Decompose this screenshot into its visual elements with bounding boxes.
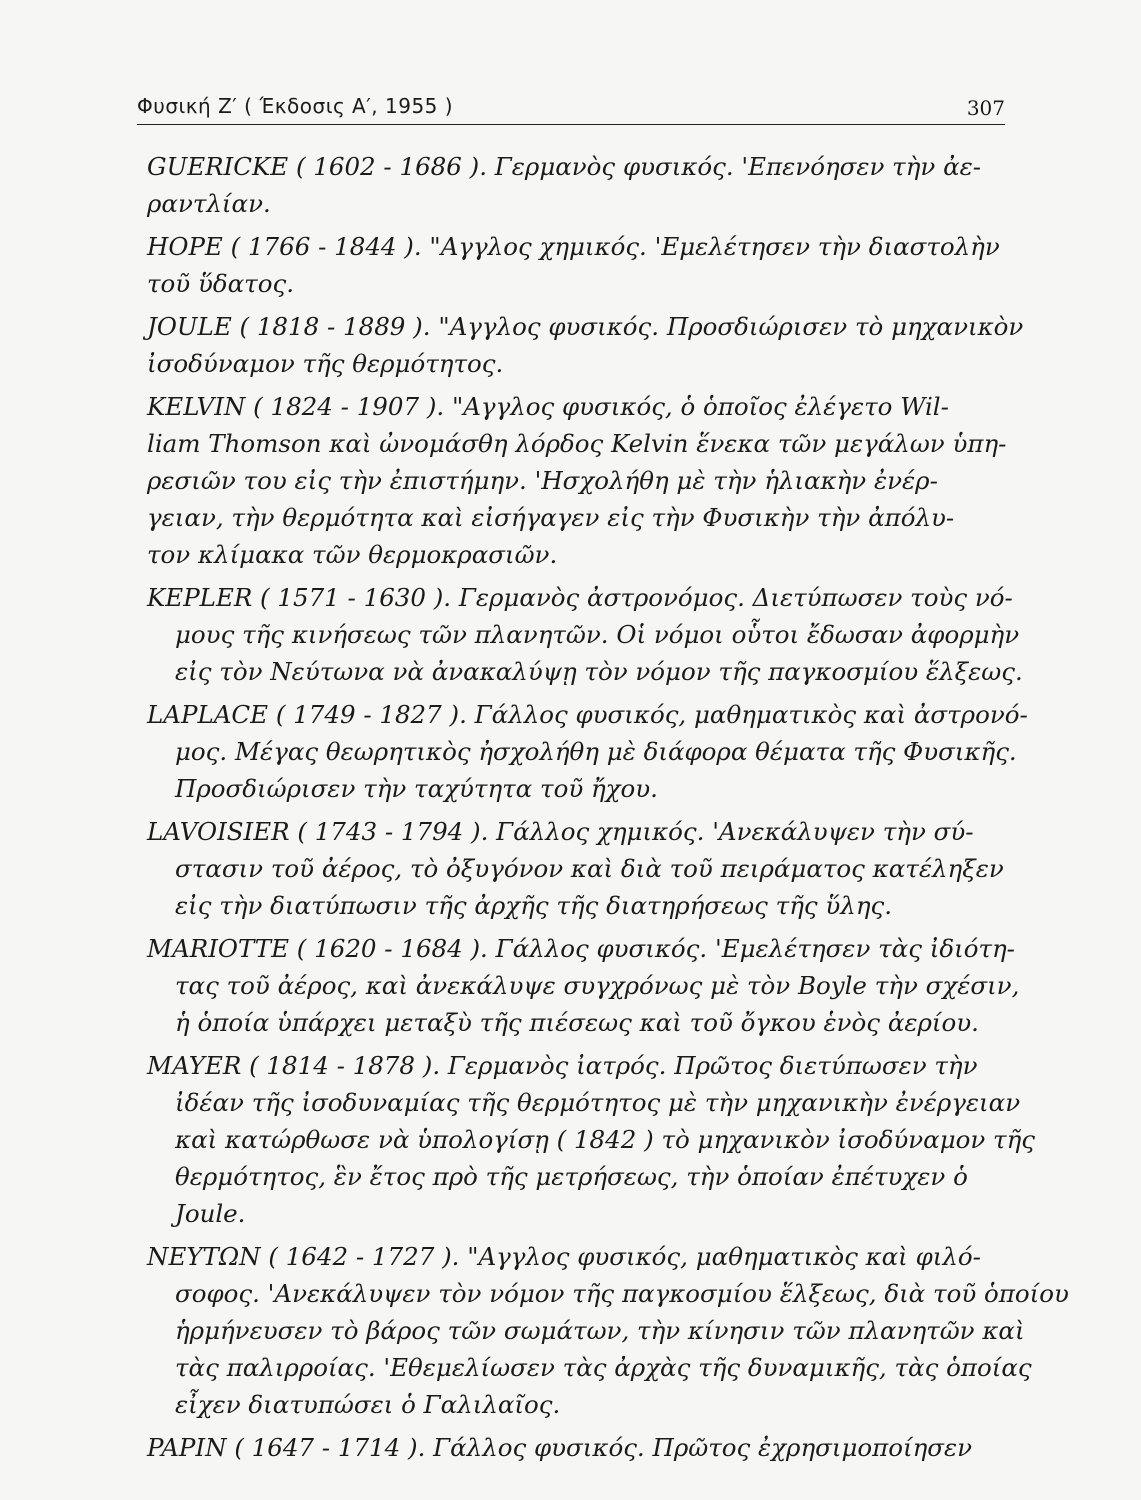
- entry-line: εἰς τὸν Νεύτωνα νὰ ἀνακαλύψῃ τὸν νόμον τῆς παγκοσμίου ἕλξεως.: [175, 657, 1023, 686]
- entry-line: τας τοῦ ἀέρος, καὶ ἀνεκάλυψε συγχρόνως μὲ τὸν Boyle τὴν σχέσιν,: [175, 971, 1020, 1000]
- running-title: Φυσική Ζ′ ( Έκδοσις Α′, 1955 ): [137, 94, 454, 118]
- entry-line: ἡρμήνευσεν τὸ βάρος τῶν σωμάτων, τὴν κίνησιν τῶν πλανητῶν καὶ: [175, 1316, 1025, 1345]
- entry-line: τοῦ ὕδατος.: [147, 269, 294, 298]
- entry-line: ἰδέαν τῆς ἰσοδυναμίας τῆς θερμότητος μὲ τὴν μηχανικὴν ἐνέργειαν: [175, 1088, 1021, 1117]
- entry-papin: [147, 1429, 1007, 1466]
- entry-joule: [147, 308, 1024, 382]
- entry-kepler: [147, 579, 1023, 690]
- entry-line: GUERICKE ( 1602 - 1686 ). Γερμανὸς φυσικός. 'Επενόησεν τὴν ἀε-: [147, 152, 982, 181]
- entry-line: εἶχεν διατυπώσει ὁ Γαλιλαῖος.: [175, 1390, 561, 1419]
- entry-line: Προσδιώρισεν τὴν ταχύτητα τοῦ ἤχου.: [175, 774, 658, 803]
- entry-laplace: [147, 696, 1028, 807]
- entry-kelvin: [147, 388, 1007, 573]
- page-header: [137, 84, 1005, 125]
- entry-line: liam Thomson καὶ ὠνομάσθη λόρδος Kelvin ἕνεκα τῶν μεγάλων ὑπη-: [147, 429, 1007, 458]
- biography-list: [147, 148, 1069, 1472]
- entry-line: KEPLER ( 1571 - 1630 ). Γερμανὸς ἀστρονόμος. Διετύπωσεν τοὺς νό-: [147, 583, 1013, 612]
- entry-guericke: [147, 148, 1007, 222]
- page-number: 307: [966, 96, 1005, 120]
- entry-line: μος. Μέγας θεωρητικὸς ἠσχολήθη μὲ διάφορα θέματα τῆς Φυσικῆς.: [175, 737, 1017, 766]
- entry-line: στασιν τοῦ ἀέρος, τὸ ὀξυγόνον καὶ διὰ τοῦ πειράματος κατέληξεν: [175, 854, 1004, 883]
- entry-line: LAVOISIER ( 1743 - 1794 ). Γάλλος χημικός. 'Ανεκάλυψεν τὴν σύ-: [147, 817, 974, 846]
- entry-line: τον κλίμακα τῶν θερμοκρασιῶν.: [147, 540, 558, 569]
- entry-line: τὰς παλιρροίας. 'Εθεμελίωσεν τὰς ἀρχὰς τῆς δυναμικῆς, τὰς ὁποίας: [175, 1353, 1032, 1382]
- entry-hope: [147, 228, 1007, 302]
- entry-lavoisier: [147, 813, 1007, 924]
- entry-line: μους τῆς κινήσεως τῶν πλανητῶν. Οἱ νόμοι οὗτοι ἔδωσαν ἀφορμὴν: [175, 620, 1020, 649]
- entry-line: ἡ ὁποία ὑπάρχει μεταξὺ τῆς πιέσεως καὶ τοῦ ὄγκου ἑνὸς ἀερίου.: [175, 1008, 979, 1037]
- entry-line: MAYER ( 1814 - 1878 ). Γερμανὸς ἰατρός. Πρῶτος διετύπωσεν τὴν: [147, 1051, 978, 1080]
- entry-line: γειαν, τὴν θερμότητα καὶ εἰσήγαγεν εἰς τὴν Φυσικὴν τὴν ἀπόλυ-: [147, 503, 955, 532]
- entry-mariotte: [147, 930, 1020, 1041]
- entry-line: LAPLACE ( 1749 - 1827 ). Γάλλος φυσικός, μαθηματικὸς καὶ ἀστρονό-: [147, 700, 1028, 729]
- entry-line: εἰς τὴν διατύπωσιν τῆς ἀρχῆς τῆς διατηρήσεως τῆς ὕλης.: [175, 891, 893, 920]
- entry-line: JOULE ( 1818 - 1889 ). "Αγγλος φυσικός. Προσδιώρισεν τὸ μηχανικὸν: [147, 312, 1024, 341]
- entry-newton: [147, 1238, 1069, 1423]
- entry-line: Joule.: [175, 1199, 246, 1228]
- entry-line: καὶ κατώρθωσε νὰ ὑπολογίσῃ ( 1842 ) τὸ μηχανικὸν ἰσοδύναμον τῆς: [175, 1125, 1036, 1154]
- entry-line: ΝΕΥΤΩΝ ( 1642 - 1727 ). "Αγγλος φυσικός, μαθηματικὸς καὶ φιλό-: [147, 1242, 981, 1271]
- entry-line: MARIOTTE ( 1620 - 1684 ). Γάλλος φυσικός. 'Εμελέτησεν τὰς ἰδιότη-: [147, 934, 1015, 963]
- entry-line: θερμότητος, ἓν ἔτος πρὸ τῆς μετρήσεως, τὴν ὁποίαν ἐπέτυχεν ὁ: [175, 1162, 968, 1191]
- entry-line: ρεσιῶν του εἰς τὴν ἐπιστήμην. 'Ησχολήθη μὲ τὴν ἡλιακὴν ἐνέρ-: [147, 466, 938, 495]
- entry-line: ἰσοδύναμον τῆς θερμότητος.: [147, 349, 504, 378]
- entry-line: HOPE ( 1766 - 1844 ). "Αγγλος χημικός. 'Εμελέτησεν τὴν διαστολὴν: [147, 232, 1000, 261]
- entry-line: σοφος. 'Ανεκάλυψεν τὸν νόμον τῆς παγκοσμίου ἕλξεως, διὰ τοῦ ὁποίου: [175, 1279, 1069, 1308]
- entry-line: KELVIN ( 1824 - 1907 ). "Αγγλος φυσικός, ὁ ὁποῖος ἐλέγετο Wil-: [147, 392, 949, 421]
- entry-mayer: [147, 1047, 1036, 1232]
- entry-line: ραντλίαν.: [147, 189, 271, 218]
- entry-line: PAPIN ( 1647 - 1714 ). Γάλλος φυσικός. Πρῶτος ἐχρησιμοποίησεν: [147, 1433, 973, 1462]
